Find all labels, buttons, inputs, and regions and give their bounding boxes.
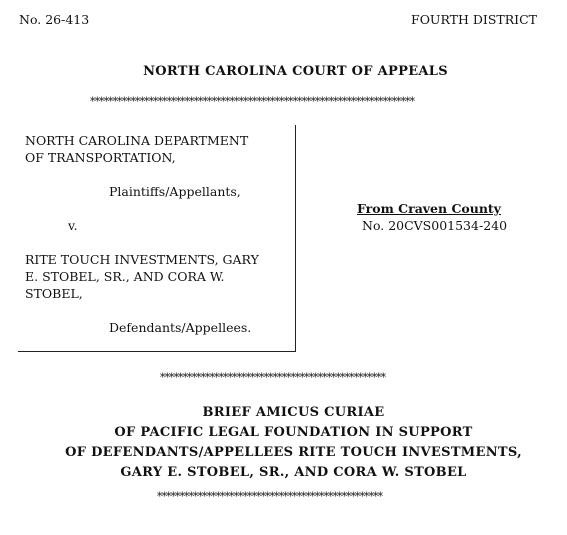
origin-county: From Craven County <box>357 201 501 216</box>
brief-title-line4: GARY E. STOBEL, SR., AND CORA W. STOBEL <box>120 465 467 480</box>
brief-title-line2: OF PACIFIC LEGAL FOUNDATION IN SUPPORT <box>114 425 473 440</box>
defendant-role: Defendants/Appellees. <box>109 320 252 335</box>
versus-label: v. <box>68 218 78 233</box>
defendant-name-line3: STOBEL, <box>25 286 83 301</box>
defendant-name-line1: RITE TOUCH INVESTMENTS, GARY <box>25 252 259 267</box>
separator-middle: ************************************************** <box>160 371 385 384</box>
separator-bottom: ************************************************** <box>157 490 382 503</box>
court-name: NORTH CAROLINA COURT OF APPEALS <box>143 64 448 79</box>
brief-title-line3: OF DEFENDANTS/APPELLEES RITE TOUCH INVESTMENTS, <box>65 445 522 460</box>
separator-top: ************************************************************************ <box>90 95 414 108</box>
defendant-name-line2: E. STOBEL, SR., AND CORA W. <box>25 269 225 284</box>
plaintiff-role: Plaintiffs/Appellants, <box>109 184 241 199</box>
case-number: No. 26-413 <box>19 12 90 27</box>
plaintiff-name-line1: NORTH CAROLINA DEPARTMENT <box>25 133 249 148</box>
case-caption <box>18 125 296 352</box>
plaintiff-name-line2: OF TRANSPORTATION, <box>25 150 176 165</box>
origin-docket: No. 20CVS001534-240 <box>362 218 508 233</box>
brief-title-line1: BRIEF AMICUS CURIAE <box>202 405 385 420</box>
district-label: FOURTH DISTRICT <box>411 12 537 27</box>
